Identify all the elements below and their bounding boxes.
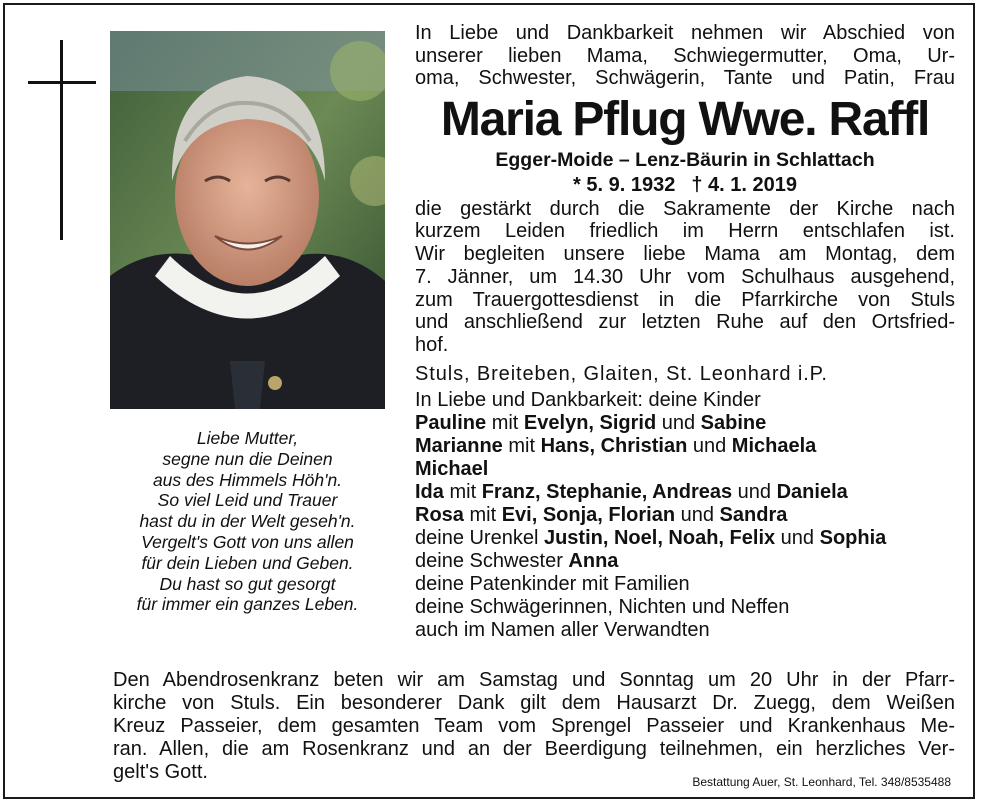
- mourner-text: und: [732, 481, 777, 504]
- poem-line: aus des Himmels Höh'n.: [152, 469, 343, 490]
- mourner-line: [415, 412, 955, 435]
- mourner-text: mit: [502, 435, 541, 458]
- mourner-text: deine Patenkinder mit Familien: [415, 573, 690, 596]
- poem-line: Du hast so gut gesorgt: [159, 573, 336, 594]
- bottom-line: Den Abendrosenkranz beten wir am Samstag und Sonntag um 20 Uhr in der Pfarr-: [113, 669, 955, 691]
- mourner-name: Evi, Sonja, Florian: [501, 504, 676, 527]
- mourner-text: In Liebe und Dankbarkeit: deine Kinder: [415, 389, 761, 412]
- body-line: die gestärkt durch die Sakramente der Kirche nach: [415, 197, 955, 220]
- places-line: Stuls, Breiteben, Glaiten, St. Leonhard i.P.: [415, 363, 828, 386]
- mourner-name: Hans, Christian: [540, 435, 688, 458]
- mourner-name: Sophia: [819, 527, 887, 550]
- mourner-text: deine Schwester: [415, 550, 569, 573]
- mourner-line: [415, 481, 955, 504]
- mourner-name: Pauline: [415, 412, 487, 435]
- mourner-text: deine Schwägerinnen, Nichten und Neffen: [415, 596, 790, 619]
- mourner-line: [415, 458, 955, 481]
- mourner-line: [415, 550, 955, 573]
- bottom-line: kirche von Stuls. Ein besonderer Dank gilt dem Hausarzt Dr. Zuegg, dem Weißen: [113, 692, 955, 714]
- mourner-name: Michaela: [731, 435, 817, 458]
- poem: [100, 428, 395, 615]
- intro-line: oma, Schwester, Schwägerin, Tante und Patin, Frau: [415, 67, 955, 89]
- mourner-text: und: [675, 504, 720, 527]
- body-line: und anschließend zur letzten Ruhe auf den Ortsfried-: [415, 311, 955, 334]
- announcement-column: [415, 22, 955, 642]
- mourner-name: Michael: [415, 458, 489, 481]
- mourner-text: auch im Namen aller Verwandten: [415, 619, 710, 642]
- death-date: † 4. 1. 2019: [691, 173, 797, 196]
- mourner-line: [415, 389, 955, 412]
- mourner-text: mit: [486, 412, 524, 435]
- mourner-line: [415, 619, 955, 642]
- mourner-name: Daniela: [776, 481, 848, 504]
- poem-line: So viel Leid und Trauer: [157, 490, 338, 511]
- poem-line: Vergelt's Gott von uns allen: [141, 531, 354, 552]
- undertaker-credit: Bestattung Auer, St. Leonhard, Tel. 348/8535488: [692, 775, 951, 789]
- mourner-name: Franz, Stephanie, Andreas: [481, 481, 733, 504]
- mourner-name: Ida: [415, 481, 444, 504]
- mourner-name: Marianne: [415, 435, 503, 458]
- mourner-line: [415, 573, 955, 596]
- intro-text: [415, 22, 955, 90]
- mourner-text: und: [656, 412, 701, 435]
- mourner-text: und: [775, 527, 820, 550]
- life-dates: [415, 172, 955, 198]
- poem-line: für immer ein ganzes Leben.: [136, 594, 359, 615]
- mourner-name: Justin, Noel, Noah, Felix: [543, 527, 776, 550]
- mourner-text: mit: [463, 504, 502, 527]
- mourner-name: Anna: [568, 550, 619, 573]
- mourner-text: und: [687, 435, 732, 458]
- body-line: kurzem Leiden friedlich im Herrn entschlafen ist.: [415, 220, 955, 243]
- deceased-name: Maria Pflug Wwe. Raffl: [440, 92, 930, 146]
- body-line: Wir begleiten unsere liebe Mama am Montag, dem: [415, 243, 955, 266]
- body-line: 7. Jänner, um 14.30 Uhr vom Schulhaus ausgehend,: [415, 265, 955, 288]
- mourner-line: [415, 596, 955, 619]
- intro-line: In Liebe und Dankbarkeit nehmen wir Abschied von: [415, 22, 955, 44]
- portrait-photo: [110, 31, 385, 409]
- mourner-name: Sabine: [700, 412, 767, 435]
- mourner-name: Sandra: [719, 504, 788, 527]
- mourner-line: [415, 504, 955, 527]
- mourner-line: [415, 435, 955, 458]
- cross-icon-horizontal: [28, 81, 96, 84]
- cross-icon-vertical: [60, 40, 63, 240]
- intro-line: unserer lieben Mama, Schwiegermutter, Oma, Ur-: [415, 44, 955, 67]
- mourner-text: deine Urenkel: [415, 527, 544, 550]
- mourner-name: Evelyn, Sigrid: [523, 412, 657, 435]
- bottom-line: ran. Allen, die am Rosenkranz und an der Beerdigung teilnehmen, ein herzliches Ver-: [113, 738, 955, 760]
- bottom-line: Kreuz Passeier, dem gesamten Team vom Sprengel Passeier und Krankenhaus Me-: [113, 715, 955, 737]
- rosary-and-thanks: [113, 669, 955, 784]
- bottom-line: gelt's Gott.: [113, 761, 208, 783]
- farm-origin: Egger-Moide – Lenz-Bäurin in Schlattach: [495, 148, 875, 171]
- mourner-text: mit: [443, 481, 482, 504]
- mourner-line: [415, 527, 955, 550]
- poem-line: segne nun die Deinen: [162, 448, 333, 469]
- poem-line: für dein Lieben und Geben.: [141, 552, 354, 573]
- body-line: zum Trauergottesdienst in die Pfarrkirche von Stuls: [415, 288, 955, 311]
- mourner-name: Rosa: [415, 504, 464, 527]
- body-line: hof.: [415, 334, 449, 357]
- birth-date: * 5. 9. 1932: [573, 173, 676, 196]
- mourners-list: [415, 389, 955, 642]
- poem-line: Liebe Mutter,: [196, 428, 299, 448]
- funeral-details: [415, 198, 955, 358]
- poem-line: hast du in der Welt geseh'n.: [139, 511, 356, 532]
